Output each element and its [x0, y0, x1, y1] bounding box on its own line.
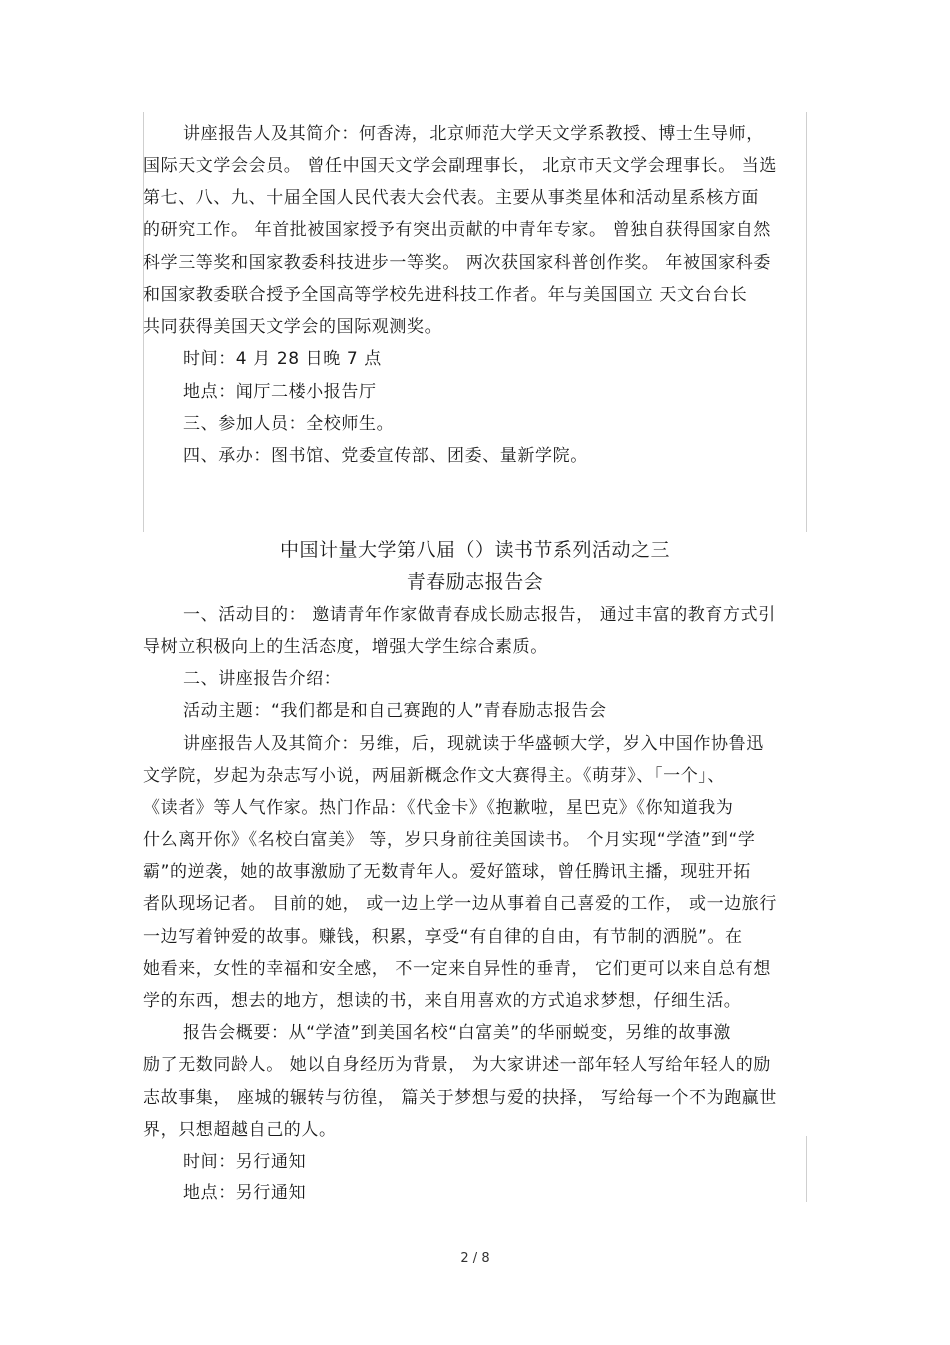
summary-line: 励了无数同龄人。 她以自身经历为背景， 为大家讲述一部年轻人写给年轻人的励	[143, 1055, 772, 1075]
speaker-intro-line: 共同获得美国天文学会的国际观测奖。	[143, 317, 443, 337]
participants: 三、参加人员：全校师生。	[183, 414, 395, 434]
speaker-line: 学的东西，想去的地方，想读的书，来自用喜欢的方式追求梦想，仔细生活。	[143, 991, 742, 1011]
event-theme: 活动主题：“我们都是和自己赛跑的人”青春励志报告会	[183, 701, 607, 721]
speaker-line: 讲座报告人及其简介：另维，后，现就读于华盛顿大学，岁入中国作协鲁迅	[183, 734, 764, 754]
summary-line: 志故事集， 座城的辗转与彷徨， 篇关于梦想与爱的抉择， 写给每一个不为跑赢世	[143, 1088, 778, 1108]
speaker-line: 《读者》等人气作家。热门作品：《代金卡》《抱歉啦，星巴克》《你知道我为	[143, 798, 734, 818]
organizers: 四、承办：图书馆、党委宣传部、团委、量新学院。	[183, 446, 588, 466]
summary-line: 报告会概要：从“学渣”到美国名校“白富美”的华丽蜕变，另维的故事激	[183, 1023, 732, 1043]
speaker-line: 文学院，岁起为杂志写小说，两届新概念作文大赛得主。《萌芽》、「一个」、	[143, 766, 725, 786]
speaker-line: 者队现场记者。 目前的她， 或一边上学一边从事着自己喜爱的工作， 或一边旅行	[143, 894, 778, 914]
intro-heading: 二、讲座报告介绍：	[183, 669, 342, 689]
summary-line: 界，只想超越自己的人。	[143, 1120, 337, 1140]
purpose-line: 导树立积极向上的生活态度，增强大学生综合素质。	[143, 637, 548, 657]
event-place: 地点：闻厅二楼小报告厅	[183, 382, 377, 402]
speaker-intro-line: 和国家教委联合授予全国高等学校先进科技工作者。年与美国国立 天文台台长	[143, 285, 748, 305]
speaker-intro-line: 国际天文学会会员。 曾任中国天文学会副理事长， 北京市天文学会理事长。 当选	[143, 156, 778, 176]
section-title: 中国计量大学第八届（）读书节系列活动之三	[279, 539, 670, 561]
event-time: 时间：4 月 28 日晚 7 点	[183, 349, 382, 369]
speaker-line: 一边写着钟爱的故事。赚钱，积累，享受“有自律的自由，有节制的洒脱”。在	[143, 927, 743, 947]
purpose-line: 一、活动目的： 邀请青年作家做青春成长励志报告， 通过丰富的教育方式引	[183, 605, 776, 625]
speaker-line: 她看来，女性的幸福和安全感， 不一定来自异性的垂青， 它们更可以来自总有想	[143, 959, 772, 979]
speaker-line: 霸”的逆袭，她的故事激励了无数青年人。爱好篮球，曾任腾讯主播，现驻开拓	[143, 862, 751, 882]
speaker-intro-line: 第七、八、九、十届全国人民代表大会代表。主要从事类星体和活动星系核方面	[143, 188, 759, 208]
event-place: 地点：另行通知	[183, 1183, 307, 1203]
section-subtitle: 青春励志报告会	[406, 571, 544, 593]
page-number: 2 / 8	[460, 1251, 490, 1266]
event-time: 时间：另行通知	[183, 1152, 307, 1172]
speaker-intro-line: 的研究工作。 年首批被国家授予有突出贡献的中青年专家。 曾独自获得国家自然	[143, 220, 772, 240]
speaker-intro-line: 科学三等奖和国家教委科技进步一等奖。 两次获国家科普创作奖。 年被国家科委	[143, 253, 772, 273]
speaker-intro-line: 讲座报告人及其简介：何香涛，北京师范大学天文学系教授、博士生导师，	[183, 124, 764, 144]
speaker-line: 什么离开你》《名校白富美》 等，岁只身前往美国读书。 个月实现“学渣”到“学	[143, 830, 756, 850]
